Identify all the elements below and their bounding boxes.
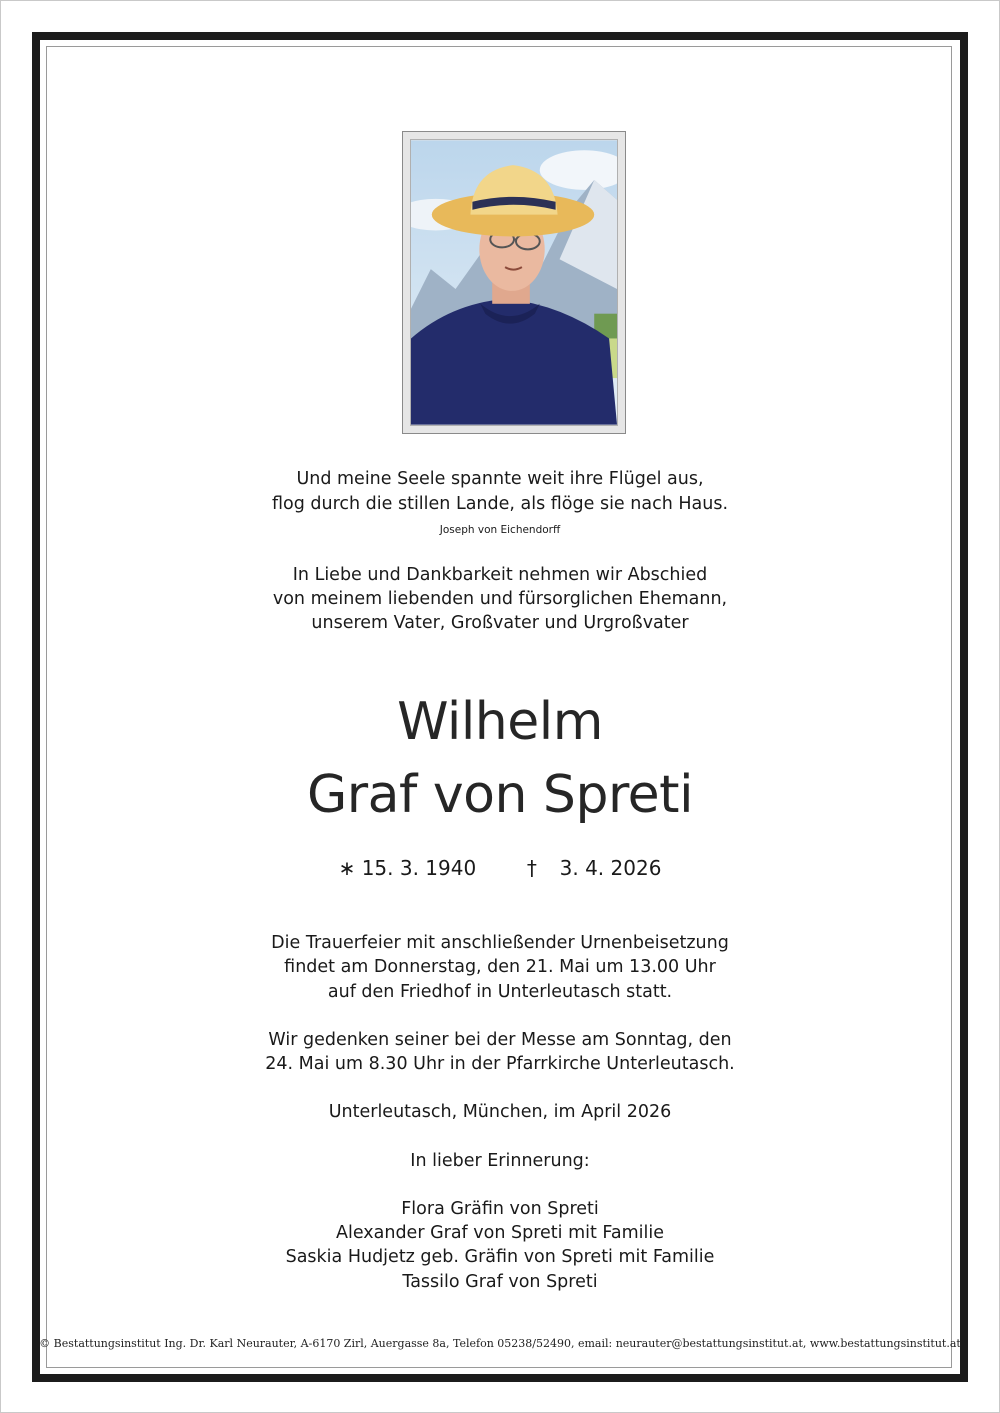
verse-author: Joseph von Eichendorff: [439, 524, 561, 536]
place-date: Unterleutasch, München, im April 2026: [328, 1102, 672, 1122]
deceased-surname: Graf von Spreti: [306, 765, 694, 825]
death-symbol: †: [526, 856, 537, 880]
intro-line: unserem Vater, Großvater und Urgroßvater: [311, 613, 689, 633]
birth-symbol: ∗: [338, 856, 356, 880]
death-date: 3. 4. 2026: [559, 856, 662, 880]
ceremony-line: auf den Friedhof in Unterleutasch statt.: [327, 982, 673, 1002]
mourner-name: Saskia Hudjetz geb. Gräfin von Spreti mit Familie: [285, 1247, 715, 1267]
mass-line: Wir gedenken seiner bei der Messe am Sonntag, den: [268, 1030, 732, 1050]
ceremony-line: findet am Donnerstag, den 21. Mai um 13.00 Uhr: [284, 957, 716, 977]
deceased-first-name: Wilhelm: [397, 692, 603, 752]
life-dates: [0, 856, 1000, 880]
mass-line: 24. Mai um 8.30 Uhr in der Pfarrkirche Unterleutasch.: [265, 1054, 735, 1074]
intro-line: In Liebe und Dankbarkeit nehmen wir Abschied: [292, 565, 708, 585]
portrait-image: [410, 139, 618, 426]
birth-date: 15. 3. 1940: [361, 856, 477, 880]
mourner-name: Alexander Graf von Spreti mit Familie: [335, 1223, 664, 1243]
remembrance-heading: In lieber Erinnerung:: [410, 1151, 590, 1171]
verse-line: flog durch die stillen Lande, als flöge sie nach Haus.: [271, 494, 729, 514]
funeral-home-footer: © Bestattungsinstitut Ing. Dr. Karl Neurauter, A-6170 Zirl, Auergasse 8a, Telefon 05238/52490, email: neurauter@bestattungsinstitut.at, www.bestattungsinstitut.at: [39, 1337, 961, 1350]
verse-line: Und meine Seele spannte weit ihre Flügel aus,: [296, 469, 704, 489]
mourner-name: Flora Gräfin von Spreti: [401, 1199, 599, 1219]
portrait-photo: [402, 131, 626, 434]
ceremony-line: Die Trauerfeier mit anschließender Urnenbeisetzung: [271, 933, 729, 953]
intro-line: von meinem liebenden und fürsorglichen Ehemann,: [272, 589, 728, 609]
mourner-name: Tassilo Graf von Spreti: [402, 1272, 598, 1292]
